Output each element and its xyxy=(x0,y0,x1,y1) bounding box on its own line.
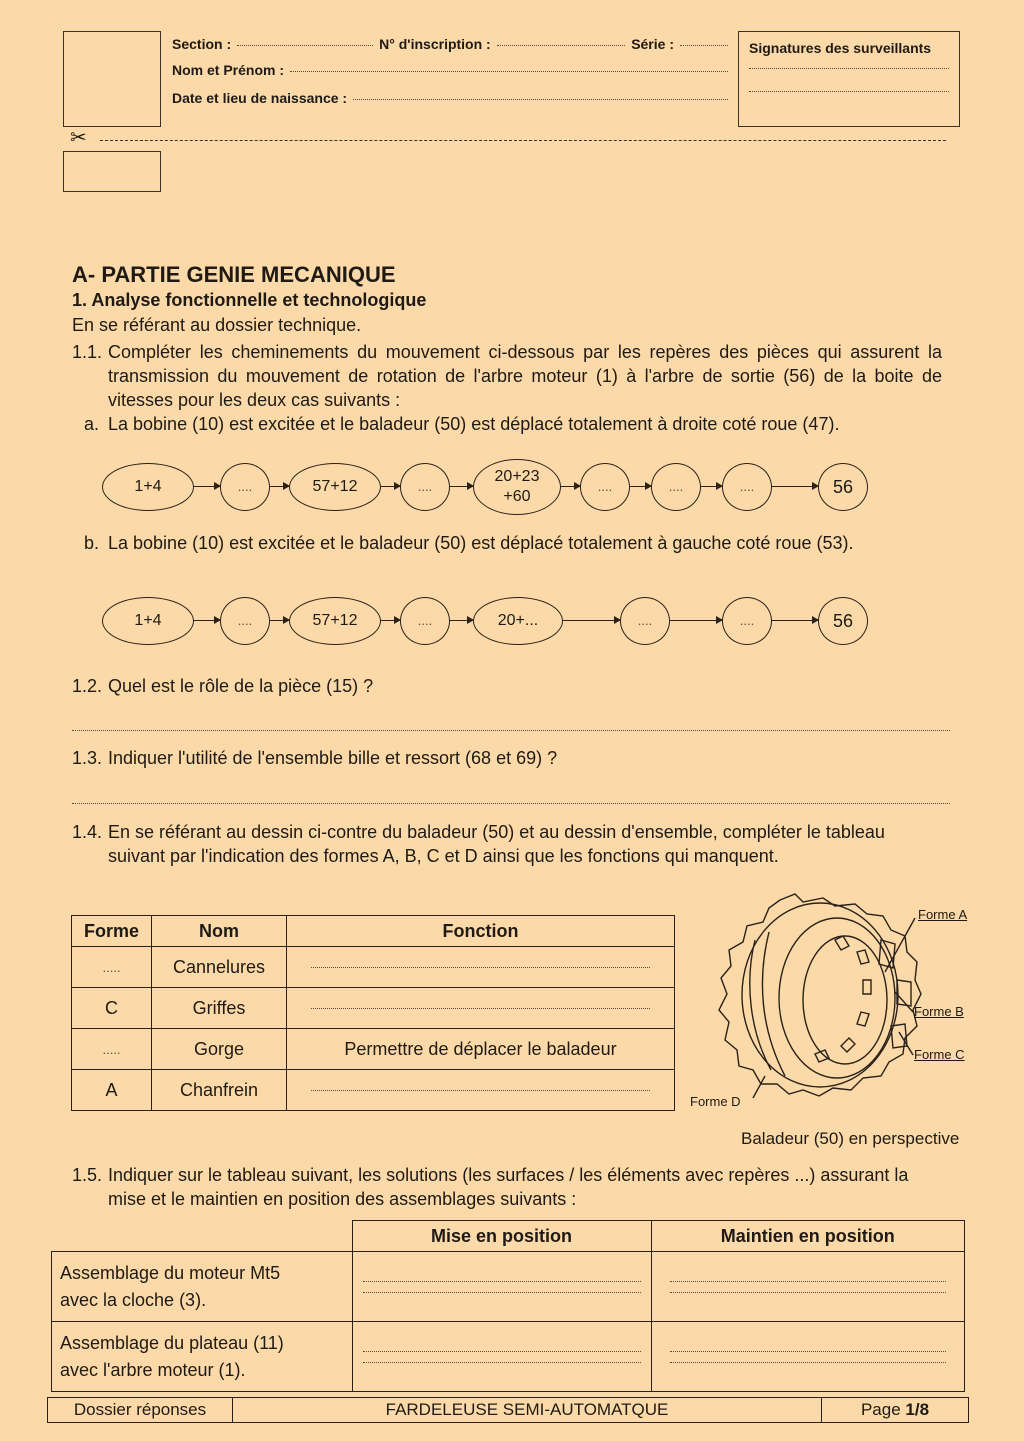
table-row xyxy=(72,988,675,1029)
nom-cell: Chanfrein xyxy=(152,1070,287,1111)
chain-arrow xyxy=(449,620,473,621)
page-prefix: Page xyxy=(860,1400,906,1419)
chain-a-node[interactable]: .... xyxy=(722,463,772,511)
intro-text: En se référant au dossier technique. xyxy=(72,315,362,335)
answer-line[interactable] xyxy=(363,1362,641,1363)
part-title: A- PARTIE GENIE MECANIQUE xyxy=(72,262,396,287)
case-b-letter: b. xyxy=(84,533,100,553)
answer-line[interactable] xyxy=(363,1281,641,1282)
q1-3-answer-line[interactable] xyxy=(72,803,950,804)
answer-line[interactable] xyxy=(311,967,650,968)
formes-table xyxy=(71,915,675,1111)
date-label: Date et lieu de naissance : xyxy=(172,90,348,106)
forme-cell[interactable]: ..... xyxy=(72,1029,152,1070)
fonction-cell[interactable] xyxy=(287,1070,675,1111)
footer-left: Dossier réponses xyxy=(48,1398,233,1423)
forme-cell: A xyxy=(72,1070,152,1111)
chain-b-node[interactable]: .... xyxy=(620,597,670,645)
chain-b-node[interactable]: .... xyxy=(220,597,270,645)
signature-line[interactable] xyxy=(749,68,949,69)
q1-2-answer-line[interactable] xyxy=(72,730,950,731)
fonction-cell[interactable] xyxy=(287,988,675,1029)
baladeur-figure xyxy=(685,880,985,1115)
forme-cell[interactable]: ..... xyxy=(72,947,152,988)
signatures-box xyxy=(738,31,960,127)
page-number: 1/8 xyxy=(905,1400,930,1419)
grade-box xyxy=(63,151,161,192)
answer-line[interactable] xyxy=(311,1090,650,1091)
answer-line[interactable] xyxy=(311,1008,650,1009)
nom-cell: Griffes xyxy=(152,988,287,1029)
chain-arrow xyxy=(560,486,580,487)
q1-2-number: 1.2. xyxy=(72,676,103,696)
q1-5-text: Indiquer sur le tableau suivant, les solutions (les surfaces / les éléments avec repères ...) assurant la mise et le maintien en position des assemblages suivants : xyxy=(108,1165,909,1209)
case-a-letter: a. xyxy=(84,414,100,434)
chain-arrow xyxy=(380,620,400,621)
case-b-text: La bobine (10) est excitée et le baladeur (50) est déplacé totalement à gauche coté roue (53). xyxy=(108,533,854,553)
answer-line[interactable] xyxy=(363,1351,641,1352)
date-input[interactable] xyxy=(353,99,728,100)
cut-line xyxy=(100,140,946,141)
table-row xyxy=(72,1029,675,1070)
chain-a-node[interactable]: .... xyxy=(400,463,450,511)
empty-corner xyxy=(52,1221,353,1252)
figure-caption: Baladeur (50) en perspective xyxy=(741,1129,960,1148)
signatures-label: Signatures des surveillants xyxy=(749,40,932,56)
label-forme-b: Forme B xyxy=(914,1004,964,1019)
col-header-nom: Nom xyxy=(152,916,287,947)
signature-line[interactable] xyxy=(749,91,949,92)
assemblage-line-1: Assemblage du moteur Mt5 xyxy=(60,1262,281,1283)
label-forme-d: Forme D xyxy=(690,1094,741,1109)
chain-arrow xyxy=(669,620,722,621)
q1-4-text: En se référant au dessin ci-contre du baladeur (50) et au dessin d'ensemble, compléter le tableau suivant par l'indication des formes A, B, C et D ainsi que les fonctions qui manquent. xyxy=(108,822,885,866)
chain-a-node[interactable]: .... xyxy=(220,463,270,511)
table-row xyxy=(52,1322,965,1392)
col-header-forme: Forme xyxy=(72,916,152,947)
chain-arrow xyxy=(771,620,818,621)
label-forme-c: Forme C xyxy=(914,1047,965,1062)
chain-arrow xyxy=(700,486,722,487)
label-forme-a: Forme A xyxy=(918,907,968,922)
answer-line[interactable] xyxy=(363,1292,641,1293)
chain-a-node: 56 xyxy=(818,463,868,511)
serie-input[interactable] xyxy=(680,45,728,46)
nom-cell: Gorge xyxy=(152,1029,287,1070)
chain-b-node: 57+12 xyxy=(289,597,381,645)
maintien-cell[interactable] xyxy=(651,1322,965,1392)
inscription-label: N° d'inscription : xyxy=(379,36,491,52)
scissors-icon: ✂ xyxy=(70,127,87,149)
chain-arrow xyxy=(562,620,620,621)
section-input[interactable] xyxy=(237,45,373,46)
answer-line[interactable] xyxy=(670,1362,947,1363)
answer-line[interactable] xyxy=(670,1292,947,1293)
table-row xyxy=(72,1070,675,1111)
section-subtitle: 1. Analyse fonctionnelle et technologique xyxy=(72,290,427,310)
assemblage-label xyxy=(52,1322,353,1392)
mise-cell[interactable] xyxy=(352,1252,651,1322)
q1-4-number: 1.4. xyxy=(72,822,103,842)
fonction-cell[interactable] xyxy=(287,947,675,988)
chain-b-node[interactable]: .... xyxy=(400,597,450,645)
assemblage-line-2: avec la cloche (3). xyxy=(60,1289,207,1310)
chain-b-node: 1+4 xyxy=(102,597,194,645)
nom-cell: Cannelures xyxy=(152,947,287,988)
chain-a-node: 20+23 +60 xyxy=(473,459,561,515)
table-row xyxy=(52,1252,965,1322)
assemblage-line-1: Assemblage du plateau (11) xyxy=(60,1332,284,1353)
inscription-input[interactable] xyxy=(497,45,625,46)
photo-box xyxy=(63,31,161,127)
section-label: Section : xyxy=(172,36,232,52)
q1-2-text: Quel est le rôle de la pièce (15) ? xyxy=(108,676,374,696)
q1-1-number: 1.1. xyxy=(72,342,103,362)
chain-a-node[interactable]: .... xyxy=(580,463,630,511)
chain-a-node: 57+12 xyxy=(289,463,381,511)
serie-label: Série : xyxy=(631,36,674,52)
chain-arrow xyxy=(269,486,289,487)
footer-page xyxy=(822,1398,969,1423)
page-footer xyxy=(47,1397,969,1423)
maintien-cell[interactable] xyxy=(651,1252,965,1322)
assemblage-label xyxy=(52,1252,353,1322)
chain-b-node: 56 xyxy=(818,597,868,645)
chain-arrow xyxy=(449,486,473,487)
answer-line[interactable] xyxy=(670,1281,947,1282)
footer-title: FARDELEUSE SEMI-AUTOMATQUE xyxy=(233,1398,822,1423)
assemblages-table xyxy=(51,1220,965,1392)
chain-arrow xyxy=(771,486,818,487)
chain-arrow xyxy=(193,620,220,621)
chain-a-node: 1+4 xyxy=(102,463,194,511)
chain-b-node[interactable]: .... xyxy=(722,597,772,645)
chain-arrow xyxy=(629,486,651,487)
chain-b-node[interactable]: 20+... xyxy=(473,597,563,645)
col-header-fonction: Fonction xyxy=(287,916,675,947)
chain-arrow xyxy=(269,620,289,621)
identity-fields xyxy=(172,36,728,118)
chain-a-node[interactable]: .... xyxy=(651,463,701,511)
col-header-mise: Mise en position xyxy=(352,1221,651,1252)
q1-3-number: 1.3. xyxy=(72,748,103,768)
table-row xyxy=(72,947,675,988)
assemblage-line-2: avec l'arbre moteur (1). xyxy=(60,1359,246,1380)
mise-cell[interactable] xyxy=(352,1322,651,1392)
answer-line[interactable] xyxy=(670,1351,947,1352)
col-header-maintien: Maintien en position xyxy=(651,1221,965,1252)
q1-5-number: 1.5. xyxy=(72,1165,103,1185)
chain-arrow xyxy=(380,486,400,487)
nom-input[interactable] xyxy=(290,71,728,72)
forme-cell: C xyxy=(72,988,152,1029)
nom-label: Nom et Prénom : xyxy=(172,62,285,78)
q1-1-text: Compléter les cheminements du mouvement ci-dessous par les repères des pièces qui assurent la transmission du mouvement de rotation de l'arbre moteur (1) à l'arbre de sortie (56) de la boite de vitesses pour les deux cas suivants : xyxy=(108,342,942,410)
q1-3-text: Indiquer l'utilité de l'ensemble bille et ressort (68 et 69) ? xyxy=(108,748,558,768)
fonction-cell: Permettre de déplacer le baladeur xyxy=(287,1029,675,1070)
case-a-text: La bobine (10) est excitée et le baladeur (50) est déplacé totalement à droite coté roue (47). xyxy=(108,414,840,434)
chain-arrow xyxy=(193,486,220,487)
